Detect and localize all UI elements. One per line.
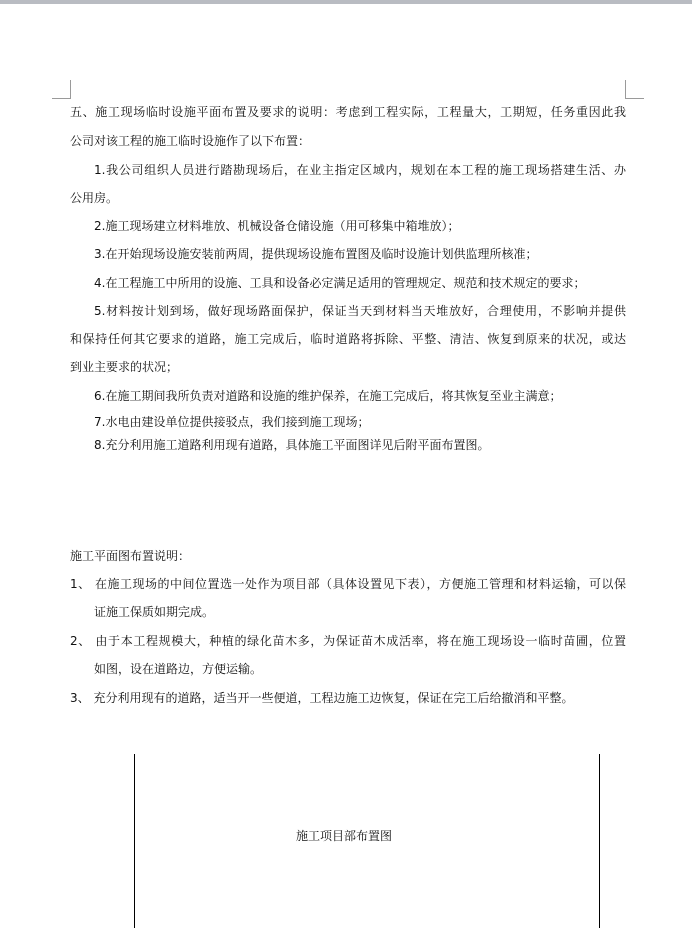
section5-item1: 1.我公司组织人员进行踏勘现场后，在业主指定区域内，规划在本工程的施工现场搭建生活、办 — [94, 163, 626, 177]
plan-heading: 施工平面图布置说明： — [70, 549, 191, 563]
section5-item5-cont1: 和保持任何其它要求的道路，施工完成后，临时道路将拆除、平整、清洁、恢复到原来的状况，或达 — [70, 332, 626, 346]
plan-item2: 2、 由于本工程规模大，种植的绿化苗木多，为保证苗木成活率，将在施工现场设一临时苗圃，位置 — [70, 634, 627, 648]
section5-item2: 2.施工现场建立材料堆放、机械设备仓储设施（用可移集中箱堆放）； — [94, 219, 460, 233]
plan-item1: 1、 在施工现场的中间位置选一处作为项目部（具体设置见下表），方便施工管理和材料运输，可以保 — [70, 577, 626, 591]
plan-item1-cont: 证施工保质如期完成。 — [94, 605, 215, 619]
diagram-title: 施工项目部布置图 — [296, 829, 393, 843]
section5-item1-cont: 公用房。 — [70, 191, 119, 205]
section5-item7: 7.水电由建设单位提供接驳点，我们接到施工现场； — [94, 415, 370, 429]
section5-item6: 6.在施工期间我所负责对道路和设施的维护保养，在施工完成后，将其恢复至业主满意； — [94, 389, 562, 403]
plan-item2-cont: 如图，设在道路边，方便运输。 — [94, 662, 263, 676]
section5-item5-cont2: 到业主要求的状况； — [70, 360, 179, 374]
section5-item5: 5.材料按计划到场，做好现场路面保护，保证当天到材料当天堆放好，合理使用，不影响并提供 — [94, 304, 626, 318]
diagram-frame-left-border — [134, 754, 135, 928]
section5-item8: 8.充分利用施工道路利用现有道路，具体施工平面图详见后附平面布置图。 — [94, 438, 490, 452]
page-corner-mark-right — [625, 80, 644, 99]
section5-item4: 4.在工程施工中所用的设施、工具和设备必定满足适用的管理规定、规范和技术规定的要求； — [94, 276, 586, 290]
diagram-frame-right-border — [599, 754, 600, 928]
section5-item3: 3.在开始现场设施安装前两周，提供现场设施布置图及临时设施计划供监理所核准； — [94, 247, 538, 261]
window-top-bar — [0, 0, 692, 4]
section5-line2: 公司对该工程的施工临时设施作了以下布置： — [70, 134, 311, 148]
page-corner-mark-left — [52, 80, 71, 99]
plan-item3: 3、 充分利用现有的道路，适当开一些便道，工程边施工边恢复，保证在完工后给撤消和平整。 — [70, 691, 574, 705]
section5-line1: 五、施工现场临时设施平面布置及要求的说明：考虑到工程实际，工程量大，工期短，任务重因此我 — [70, 105, 626, 119]
